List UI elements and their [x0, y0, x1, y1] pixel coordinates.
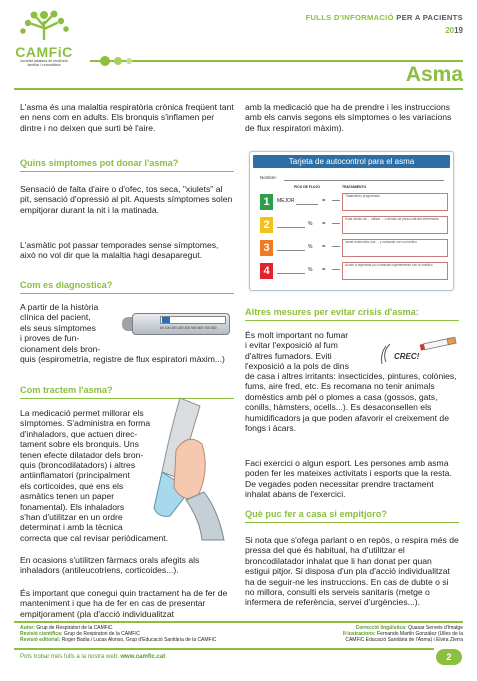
zone-equals: = — [322, 198, 326, 204]
heading-symptoms: Quins símptomes pot donar l'asma? — [20, 158, 179, 168]
page-title: Asma — [405, 63, 463, 86]
peak-flow-meter-illustration — [120, 307, 232, 339]
sneeze-text: CREC! — [394, 352, 420, 361]
diagnosis-line: A partir de la història — [20, 302, 99, 312]
footer-web — [20, 654, 165, 660]
heading-rule — [245, 320, 459, 321]
treatment-line: quis (broncodilatadors) i altres — [20, 460, 136, 471]
heading-rule — [20, 171, 234, 172]
treatment-paragraph-2: En ocasions s'utilitzen fàrmacs orals afegits als inhaladors (antileucotriens, corticoides...). — [20, 555, 200, 576]
zone-treatment-box — [342, 216, 448, 234]
treatment-paragraph-3: És important que conegui quin tractament ha de fer de manteniment i que ha de fer en cas de presentar empitjorament (pla d'acció individualitzat — [20, 588, 228, 619]
zone-number: 1 — [260, 194, 273, 210]
treatment-line: s'han d'utilitzar en un ordre — [20, 512, 123, 523]
symptoms-paragraph-2: L'asmàtic pot passar temporades sense símptomes, això no vol dir que la malaltia hagi desaparegut. — [20, 240, 219, 261]
heading-diagnosis: Com es diagnostica? — [20, 280, 113, 290]
zone-treatment-box — [342, 193, 448, 211]
prevention-text — [245, 330, 375, 372]
zone-treatment-text: Iniciar esteroides oral ... y contactar con su médico — [345, 240, 417, 244]
org-subtitle-1: societat catalana de medicina — [20, 59, 68, 63]
zone-equals: = — [322, 267, 326, 273]
heading-worsening: Què puc fer a casa si empitjoro? — [245, 509, 387, 519]
page-number-badge: 2 — [436, 649, 462, 665]
footer-rule — [14, 621, 463, 623]
card-zone-row — [260, 192, 450, 212]
title-underline — [14, 88, 463, 90]
diagnosis-line: cionament dels bron- — [20, 343, 101, 354]
heading-prevention: Altres mesures per evitar crisis d'asma: — [245, 307, 419, 317]
diagnosis-line: clínica del pacient, — [20, 312, 91, 323]
diagnosis-line: i proves de fun- — [20, 333, 80, 344]
footer-credits-right — [273, 625, 463, 644]
org-logo — [14, 8, 74, 68]
card-zone-row — [260, 238, 450, 258]
footer-web-label: Pots trobar més fulls a la nostra web: — [20, 654, 119, 660]
credit-editorial — [20, 637, 270, 643]
year-suffix: 19 — [454, 26, 463, 35]
treatment-line: els corticoides, que ens els — [20, 480, 124, 491]
zone-number: 4 — [260, 263, 273, 279]
treatment-line: símptomes. S'administra en forma — [20, 418, 151, 429]
footer-rule-bottom — [14, 648, 434, 650]
symptoms-paragraph-1: Sensació de falta d'aire o d'ofec, tos seca, "xiulets" al pit, sensació d'opressió al pit. Aquests símptomes solen empitjorar durant la nit i la matinada. — [20, 184, 233, 215]
diagnosis-text — [20, 302, 120, 354]
zone-treatment-text: Acudir a urgencias y/o contactar urgentemente con su médico — [345, 263, 433, 267]
zone-label: MEJOR — [277, 198, 295, 204]
diagnosis-tail: quis (espirometria, registre de flux espiratori màxim...) — [20, 354, 225, 364]
prevention-line: És molt important no fumar — [245, 330, 349, 340]
footer-web-link[interactable]: www.camfic.cat — [120, 654, 166, 660]
credit-value: Roger Badia i Lucas Alonso, Grup d'Educació Sanitària de la CAMFiC — [61, 637, 217, 644]
cigarette-sneeze-illustration — [380, 334, 462, 366]
cigarette-icon — [380, 334, 462, 366]
exercise-paragraph: Faci exercici o algun esport. Les persones amb asma poden fer les mateixes activitats i esports que la resta. De vegades poden necessitar prendre tractament inhalat abans de l'exercici. — [245, 458, 452, 500]
org-subtitle-2: familiar i comunitària — [27, 63, 61, 68]
zone-number: 2 — [260, 217, 273, 233]
prevention-paragraph-rest: de casa i altres irritants: insecticides, pintures, colònies, fums, aire fred, etc. Es recomana no tenir animals domèstics amb pèl o plomes a casa (gossos, gats, conills, hàmsters, ocells...). Es desaconsellen els humidificadors ja que poden afavorir el creixement de fongs i àcars. — [245, 371, 457, 434]
year-prefix: 20 — [445, 26, 455, 35]
zone-treatment-text: Estar atento de ... utilizar ... o demás de para controlar enfermeras — [345, 217, 439, 221]
tree-logo-icon — [14, 8, 74, 40]
zone-treatment-text: Tratamiento programado — [345, 194, 380, 198]
zone-treatment-box — [342, 262, 448, 280]
meter-scale: 60 100 200 300 400 500 600 700 800 — [160, 326, 217, 330]
credit-value: Grup de Respiratori de la CAMFiC — [63, 631, 141, 638]
treatment-line: fonamental). Els inhaladors — [20, 501, 125, 512]
year-label — [445, 26, 463, 35]
credit-value: Grup de Respiratori de la CAMFiC — [36, 625, 113, 631]
zone-label: % — [308, 267, 313, 273]
heading-rule — [245, 522, 459, 523]
treatment-line: asmàtics tenen un paper — [20, 491, 115, 502]
self-control-card — [249, 151, 454, 291]
credit-label: Revisió científica: — [20, 631, 63, 638]
zone-label: % — [308, 221, 313, 227]
treatment-line: La medicació permet millorar els — [20, 408, 144, 418]
diagnosis-line: els seus símptomes — [20, 322, 96, 333]
credit-label: Correcció lingüística: — [355, 625, 407, 631]
series-prefix: FULLS D'INFORMACIÓ — [305, 13, 394, 22]
zone-label: % — [308, 244, 313, 250]
treatment-line: tament sobre els bronquis. Uns — [20, 439, 139, 450]
intro-paragraph: L'asma és una malaltia respiratòria crònica freqüent tant en nens com en adults. Els bronquis s'inflamen per dintre i no deixen que surti bé l'aire. — [20, 102, 234, 133]
zone-treatment-box — [342, 239, 448, 257]
heading-treatment: Com tractem l'asma? — [20, 385, 113, 395]
credit-label: Autor: — [20, 625, 35, 631]
card-zone-row — [260, 261, 450, 281]
card-name-label: Nombre: — [260, 175, 277, 180]
series-suffix: PER A PACIENTS — [396, 13, 463, 22]
prevention-line: l'exposició a la pols de dins — [245, 361, 349, 372]
card-col-header: PICO DE FLUJO — [294, 185, 320, 189]
treatment-line: determinat i amb la tècnica — [20, 522, 123, 533]
prevention-line: i evitar l'exposició al fum — [245, 340, 338, 351]
credit-illustrations-cont: CAMFiC Educació Sanitària de l'Asma) i Elvira Zierra — [345, 637, 463, 644]
zone-number: 3 — [260, 240, 273, 256]
heading-rule — [20, 293, 234, 294]
footer-credits-left — [20, 625, 270, 644]
treatment-line: d'inhaladors, que actuen direc- — [20, 428, 138, 439]
credit-value: Quasar Serveis d'Imatge — [408, 625, 463, 631]
inhaler-illustration — [140, 392, 235, 542]
treatment-line: tenen efecte dilatador dels bron- — [20, 449, 144, 460]
card-name-blank — [284, 180, 444, 181]
zone-equals: = — [322, 244, 326, 250]
credit-label: Revisió editorial: — [20, 637, 61, 644]
worsening-paragraph: Si nota que s'ofega parlant o en repòs, o respira més de pressa del que és habitual, ha d'utilitzar el broncodilatador inhalat que li han donat per quan estigui pitjor. Si disposa d'un pla d'acció individualitzat ha de seguir-ne les instruccions. En cas de dubte o si no millora, consulti els serveis sanitaris (metge o infermera de referència, servei d'urgències...). — [245, 535, 459, 608]
continuation-paragraph: amb la medicació que ha de prendre i les instruccions amb els canvis segons els símptomes o les variacions de flux respiratori màxim). — [245, 102, 452, 133]
prevention-line: d'altres fumadors. Eviti — [245, 350, 332, 361]
treatment-line: correcta que cal revisar periòdicament. — [20, 532, 169, 543]
card-col-header: TRATAMIENTO — [342, 185, 367, 189]
card-zone-row — [260, 215, 450, 235]
org-name: CAMFiC — [15, 44, 73, 60]
series-title — [306, 13, 463, 22]
treatment-line: antiinflamatori (principalment — [20, 470, 130, 481]
zone-equals: = — [322, 221, 326, 227]
credit-value: Fernando Martín González (Ulles de la — [377, 631, 463, 638]
card-title: Tarjeta de autocontrol para el asma — [253, 155, 450, 168]
credit-label: Il·lustracions: — [342, 631, 376, 638]
